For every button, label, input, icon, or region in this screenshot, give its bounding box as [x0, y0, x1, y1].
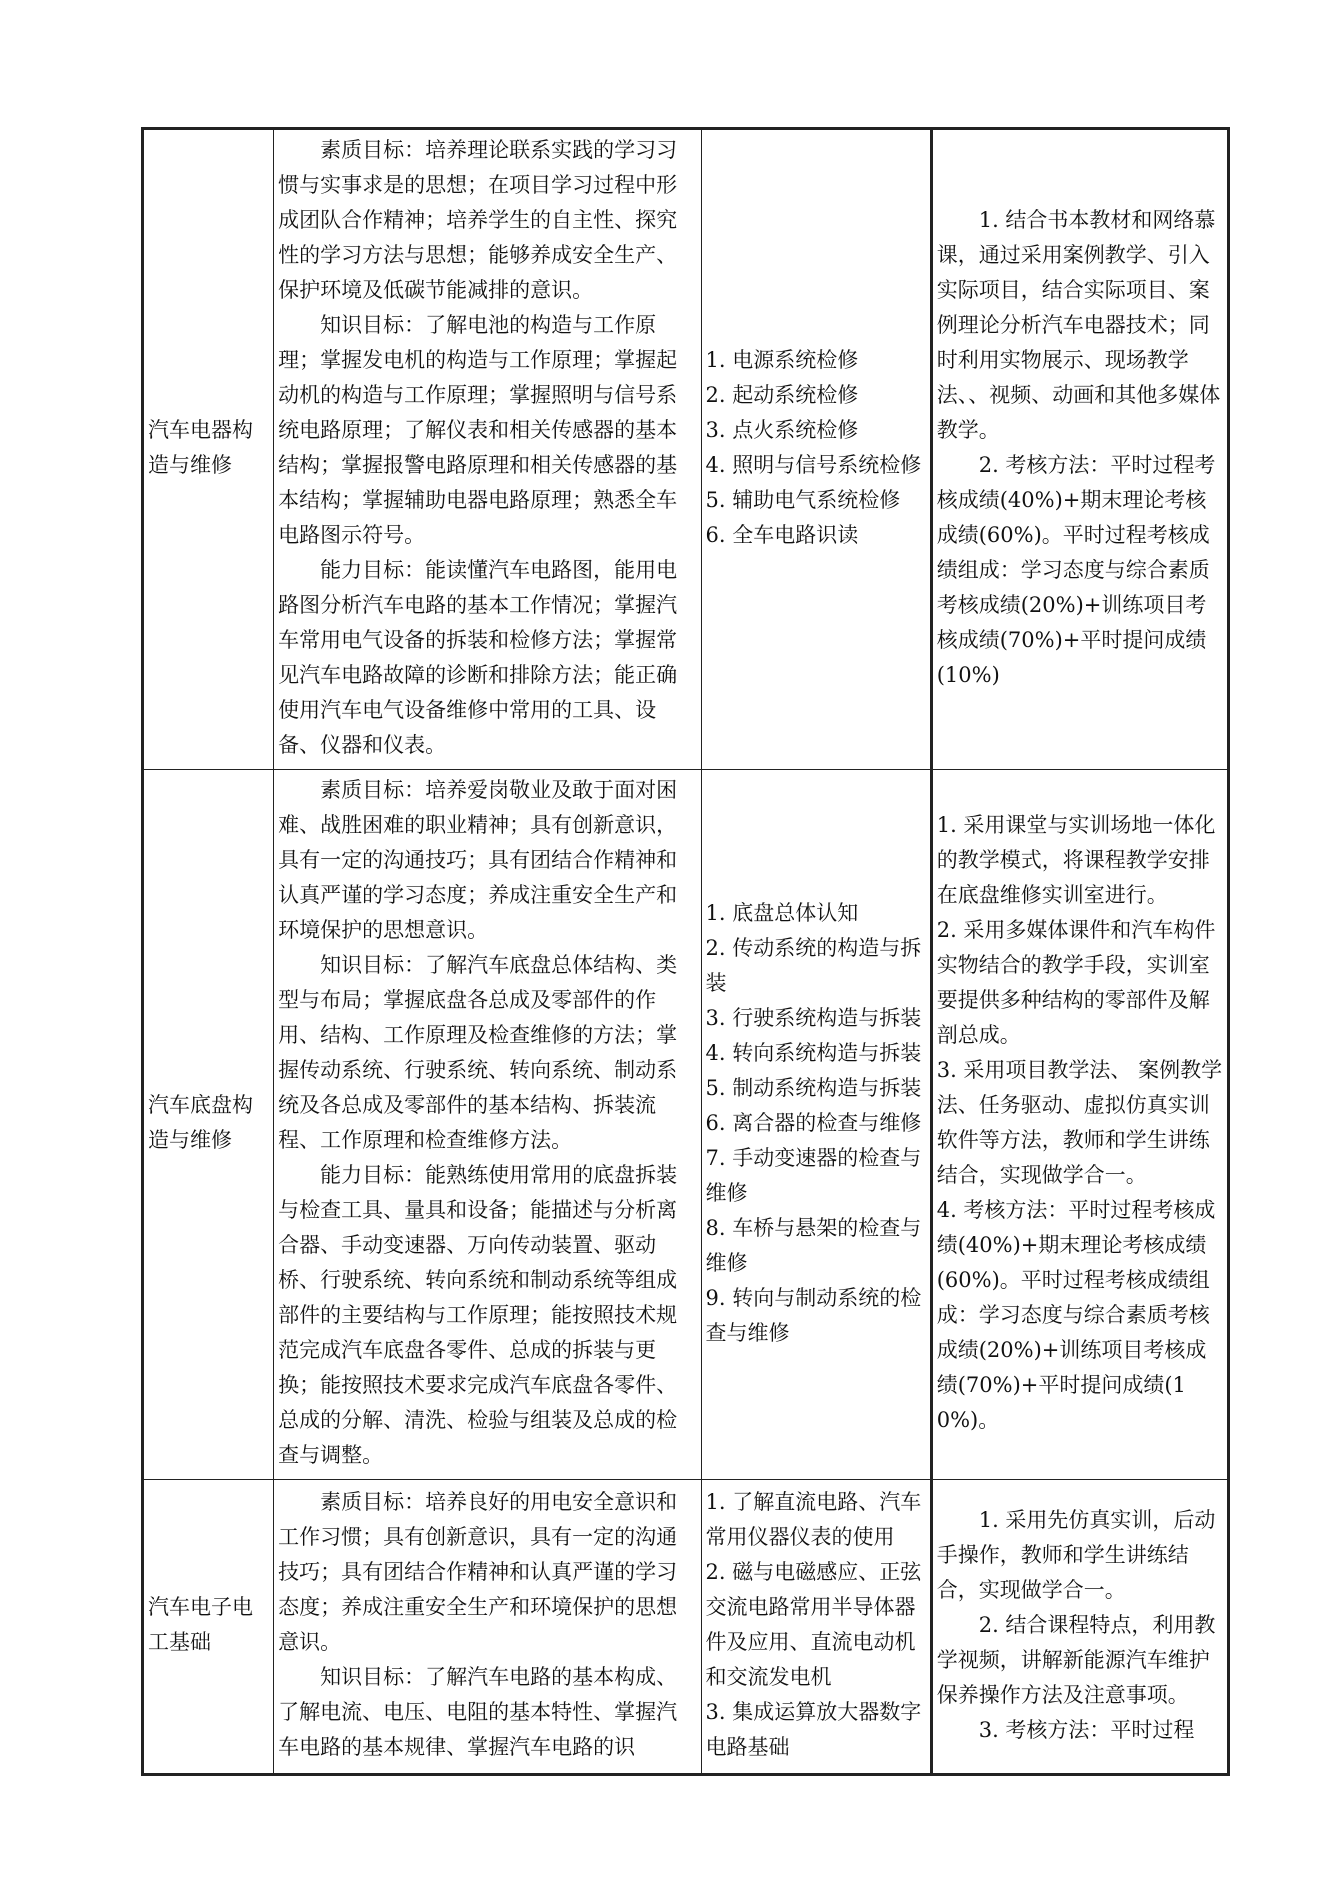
course-name: 汽车底盘构造与维修 — [143, 770, 274, 1480]
method-item: 1. 采用课堂与实训场地一体化的教学模式，将课程教学安排在底盘维修实训室进行。 — [936, 813, 1216, 907]
content-item: 6. 离合器的检查与维修 — [705, 1110, 922, 1135]
method-item: 3. 采用项目教学法、 案例教学法、任务驱动、虚拟仿真实训软件等方法，教师和学生讲练结合，实现做学合一。 — [936, 1058, 1223, 1187]
course-table — [141, 127, 1230, 1776]
table-row — [143, 1480, 1229, 1775]
course-goals — [274, 1480, 701, 1775]
knowledge-goal: 知识目标：了解汽车电路的基本构成、了解电流、电压、电阻的基本特性、掌握汽车电路的基本规律、掌握汽车电路的识 — [278, 1665, 678, 1759]
quality-goal: 素质目标：培养爱岗敬业及敢于面对困难、战胜困难的职业精神；具有创新意识，具有一定的沟通技巧；具有团结合作精神和认真严谨的学习态度；养成注重安全生产和环境保护的思想意识。 — [278, 778, 678, 942]
course-methods — [931, 770, 1228, 1480]
content-item: 1. 了解直流电路、汽车常用仪器仪表的使用 — [705, 1490, 922, 1549]
method-item: 2. 结合课程特点，利用教学视频，讲解新能源汽车维护保养操作方法及注意事项。 — [936, 1612, 1216, 1707]
course-content — [701, 1480, 931, 1775]
content-item: 4. 转向系统构造与拆装 — [705, 1040, 922, 1065]
content-item: 4. 照明与信号系统检修 — [705, 453, 922, 477]
method-item: 1. 采用先仿真实训，后动手操作，教师和学生讲练结合，实现做学合一。 — [936, 1507, 1216, 1602]
content-item: 8. 车桥与悬架的检查与维修 — [705, 1215, 922, 1275]
content-item: 2. 传动系统的构造与拆装 — [705, 935, 922, 995]
method-item: 2. 采用多媒体课件和汽车构件实物结合的教学手段，实训室要提供多种结构的零部件及解剖总成。 — [936, 918, 1216, 1047]
ability-goal: 能力目标：能熟练使用常用的底盘拆装与检查工具、量具和设备；能描述与分析离合器、手动变速器、万向传动装置、驱动桥、行驶系统、转向系统和制动系统等组成部件的主要结构与工作原理；能按照技术规范完成汽车底盘各零件、总成的拆装与更换；能按照技术要求完成汽车底盘各零件、总成的分解、清洗、检验与组装及总成的检查与调整。 — [278, 1163, 678, 1467]
course-content — [701, 129, 931, 770]
table-row — [143, 770, 1229, 1480]
table-row — [143, 129, 1229, 770]
course-methods — [931, 1480, 1228, 1775]
content-item: 6. 全车电路识读 — [705, 523, 859, 547]
method-item: 3. 考核方法：平时过程 — [978, 1717, 1195, 1742]
content-item: 3. 集成运算放大器数字电路基础 — [705, 1700, 922, 1759]
content-item: 1. 底盘总体认知 — [705, 900, 859, 925]
content-item: 3. 行驶系统构造与拆装 — [705, 1005, 922, 1030]
course-name: 汽车电器构造与维修 — [143, 129, 274, 770]
knowledge-goal: 知识目标：了解汽车底盘总体结构、类型与布局；掌握底盘各总成及零部件的作用、结构、工作原理及检查维修的方法；掌握传动系统、行驶系统、转向系统、制动系统及各总成及零部件的基本结构、拆装流程、工作原理和检查维修方法。 — [278, 953, 678, 1152]
course-name: 汽车电子电工基础 — [143, 1480, 274, 1775]
content-item: 1. 电源系统检修 — [705, 348, 859, 372]
content-item: 2. 起动系统检修 — [705, 383, 859, 407]
content-item: 2. 磁与电磁感应、正弦交流电路常用半导体器件及应用、直流电动机和交流发电机 — [705, 1560, 922, 1689]
knowledge-goal: 知识目标：了解电池的构造与工作原理；掌握发电机的构造与工作原理；掌握起动机的构造与工作原理；掌握照明与信号系统电路原理；了解仪表和相关传感器的基本结构；掌握报警电路原理和相关传感器的基本结构；掌握辅助电器电路原理；熟悉全车电路图示符号。 — [278, 313, 678, 547]
course-content — [701, 770, 931, 1480]
course-goals — [274, 129, 701, 770]
content-item: 7. 手动变速器的检查与维修 — [705, 1145, 922, 1205]
ability-goal: 能力目标：能读懂汽车电路图，能用电路图分析汽车电路的基本工作情况；掌握汽车常用电气设备的拆装和检修方法；掌握常见汽车电路故障的诊断和排除方法；能正确使用汽车电气设备维修中常用的工具、设备、仪器和仪表。 — [278, 558, 678, 757]
method-item: 4. 考核方法：平时过程考核成绩(40%)+期末理论考核成绩(60%)。平时过程考核成绩组成：学习态度与综合素质考核成绩(20%)+训练项目考核成绩(70%)+平时提问成绩(10%)。 — [936, 1198, 1216, 1432]
quality-goal: 素质目标：培养良好的用电安全意识和工作习惯；具有创新意识，具有一定的沟通技巧；具有团结合作精神和认真严谨的学习态度；养成注重安全生产和环境保护的思想意识。 — [278, 1490, 678, 1654]
course-goals — [274, 770, 701, 1480]
method-item: 2. 考核方法：平时过程考核成绩(40%)+期末理论考核成绩(60%)。平时过程考核成绩组成：学习态度与综合素质考核成绩(20%)+训练项目考核成绩(70%)+平时提问成绩(10%) — [936, 453, 1216, 687]
quality-goal: 素质目标：培养理论联系实践的学习习惯与实事求是的思想；在项目学习过程中形成团队合作精神；培养学生的自主性、探究性的学习方法与思想；能够养成安全生产、保护环境及低碳节能减排的意识。 — [278, 138, 678, 302]
course-methods — [931, 129, 1228, 770]
method-item: 1. 结合书本教材和网络慕课，通过采用案例教学、引入实际项目，结合实际项目、案例理论分析汽车电器技术；同时利用实物展示、现场教学法、、视频、动画和其他多媒体教学。 — [936, 208, 1221, 442]
content-item: 3. 点火系统检修 — [705, 418, 859, 442]
content-item: 9. 转向与制动系统的检查与维修 — [705, 1285, 922, 1345]
content-item: 5. 辅助电气系统检修 — [705, 488, 901, 512]
content-item: 5. 制动系统构造与拆装 — [705, 1075, 922, 1100]
